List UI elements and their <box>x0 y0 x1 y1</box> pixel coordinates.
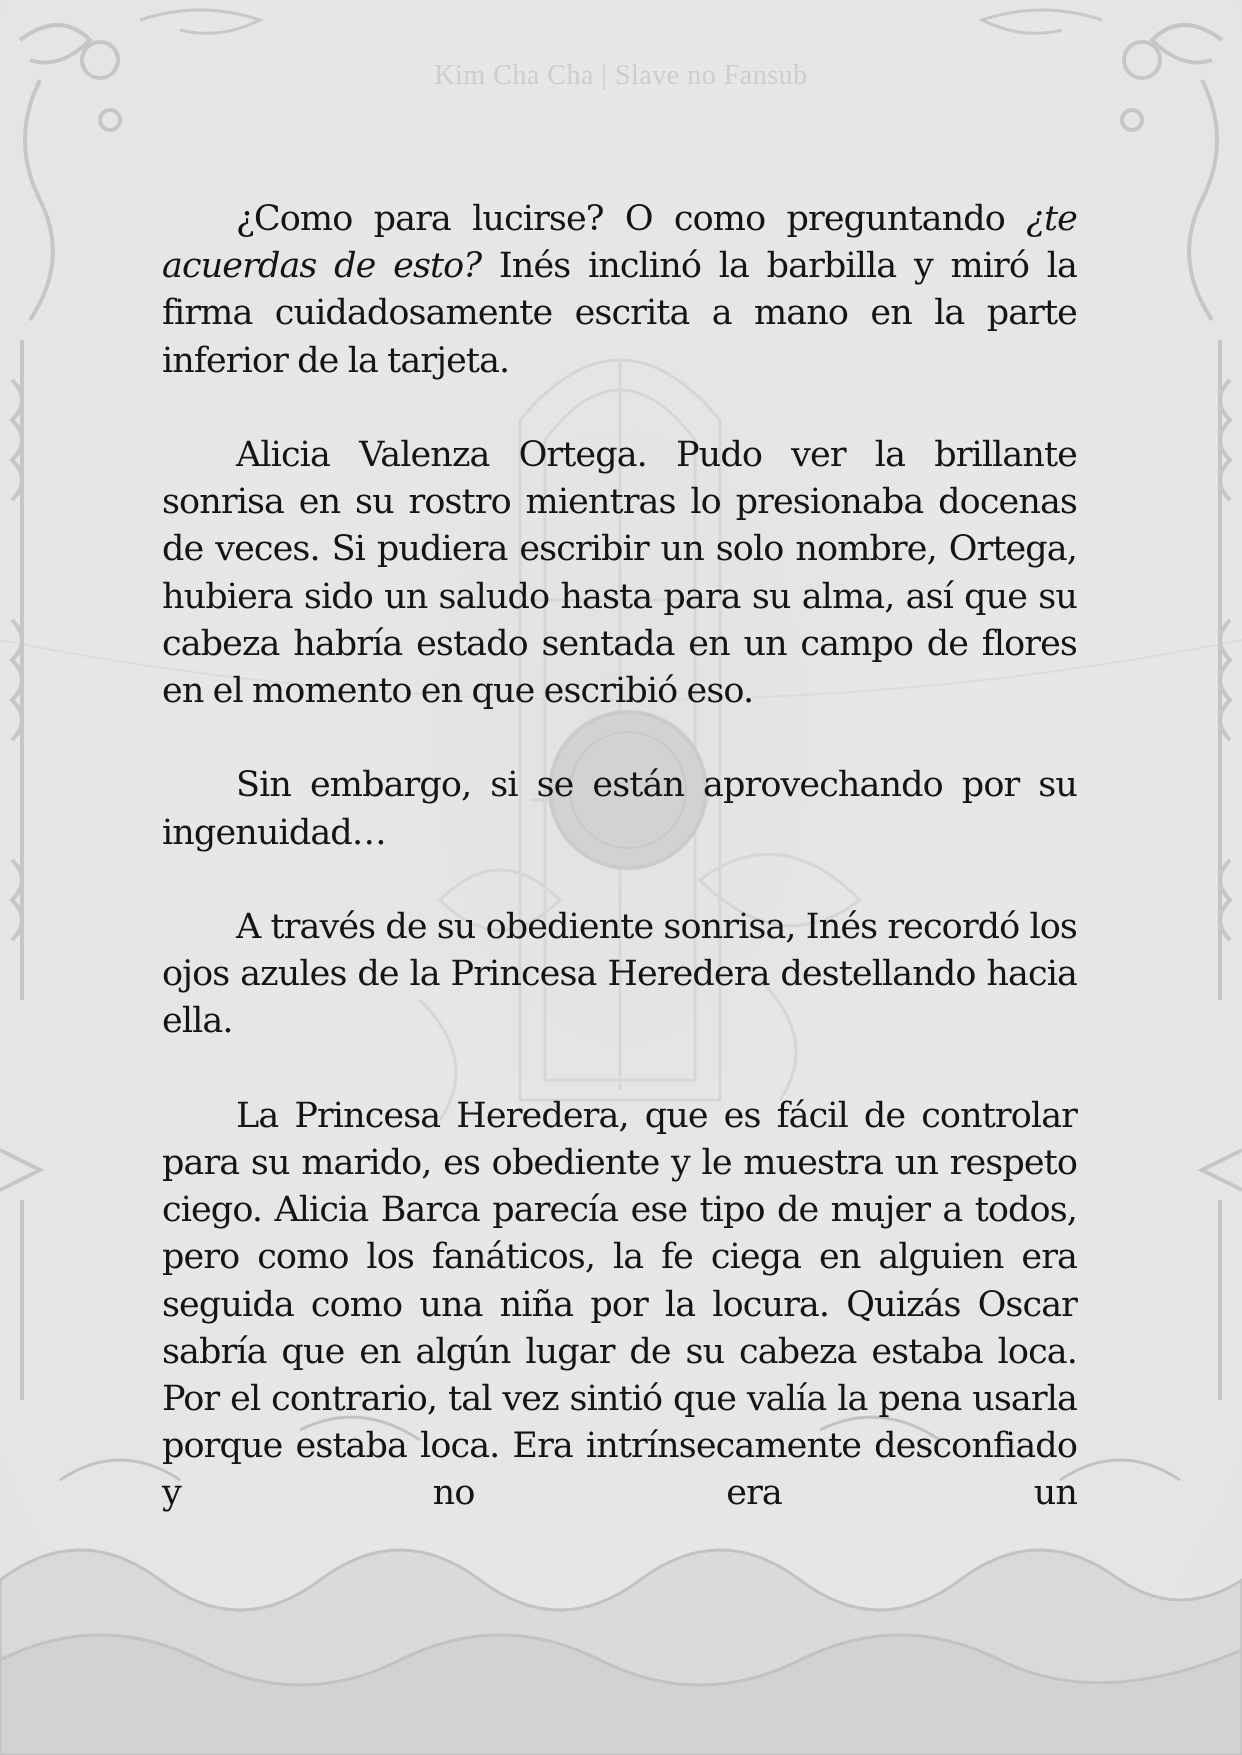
right-border-ornament <box>1122 25 1242 1400</box>
paragraph-text: ¿Como para lucirse? O como preguntando <box>236 199 1027 239</box>
paragraph: A través de su obediente sonrisa, Inés recordó los ojos azules de la Princesa Heredera destellando hacia ella. <box>162 907 1077 1042</box>
left-border-ornament <box>0 25 120 1400</box>
paragraph: Sin embargo, si se están aprovechando por su ingenuidad… <box>162 765 1077 853</box>
paragraph: Alicia Valenza Ortega. Pudo ver la brillante sonrisa en su rostro mientras lo presionaba docenas de veces. Si pudiera escribir un solo nombre, Ortega, hubiera sido un saludo hasta para su alma, así que su cabeza habría estado sentada en un campo de flores en el momento en que escribió eso. <box>162 435 1077 712</box>
paragraph-text: Inés inclinó la barbilla y miró la firma cuidadosamente escrita a mano en la parte inferior de la tarjeta. <box>162 246 1077 381</box>
paragraph <box>162 196 1077 385</box>
body-text <box>162 196 1077 1518</box>
page-header: Kim Cha Cha | Slave no Fansub <box>434 60 808 91</box>
top-corner-ornaments <box>140 10 1102 33</box>
italic-text: ¿te acuerdas de esto? <box>162 199 1077 287</box>
paragraph: La Princesa Heredera, que es fácil de controlar para su marido, es obediente y le muestra un respeto ciego. Alicia Barca parecía ese tipo de mujer a todos, pero como los fanáticos, la fe ciega en alguien era seguida como una niña por la locura. Quizás Oscar sabría que en algún lugar de su cabeza estaba loca. Por el contrario, tal vez sintió que valía la pena usarla porque estaba loca. Era intrínsecamente desconfiado y no era un <box>162 1095 1077 1514</box>
